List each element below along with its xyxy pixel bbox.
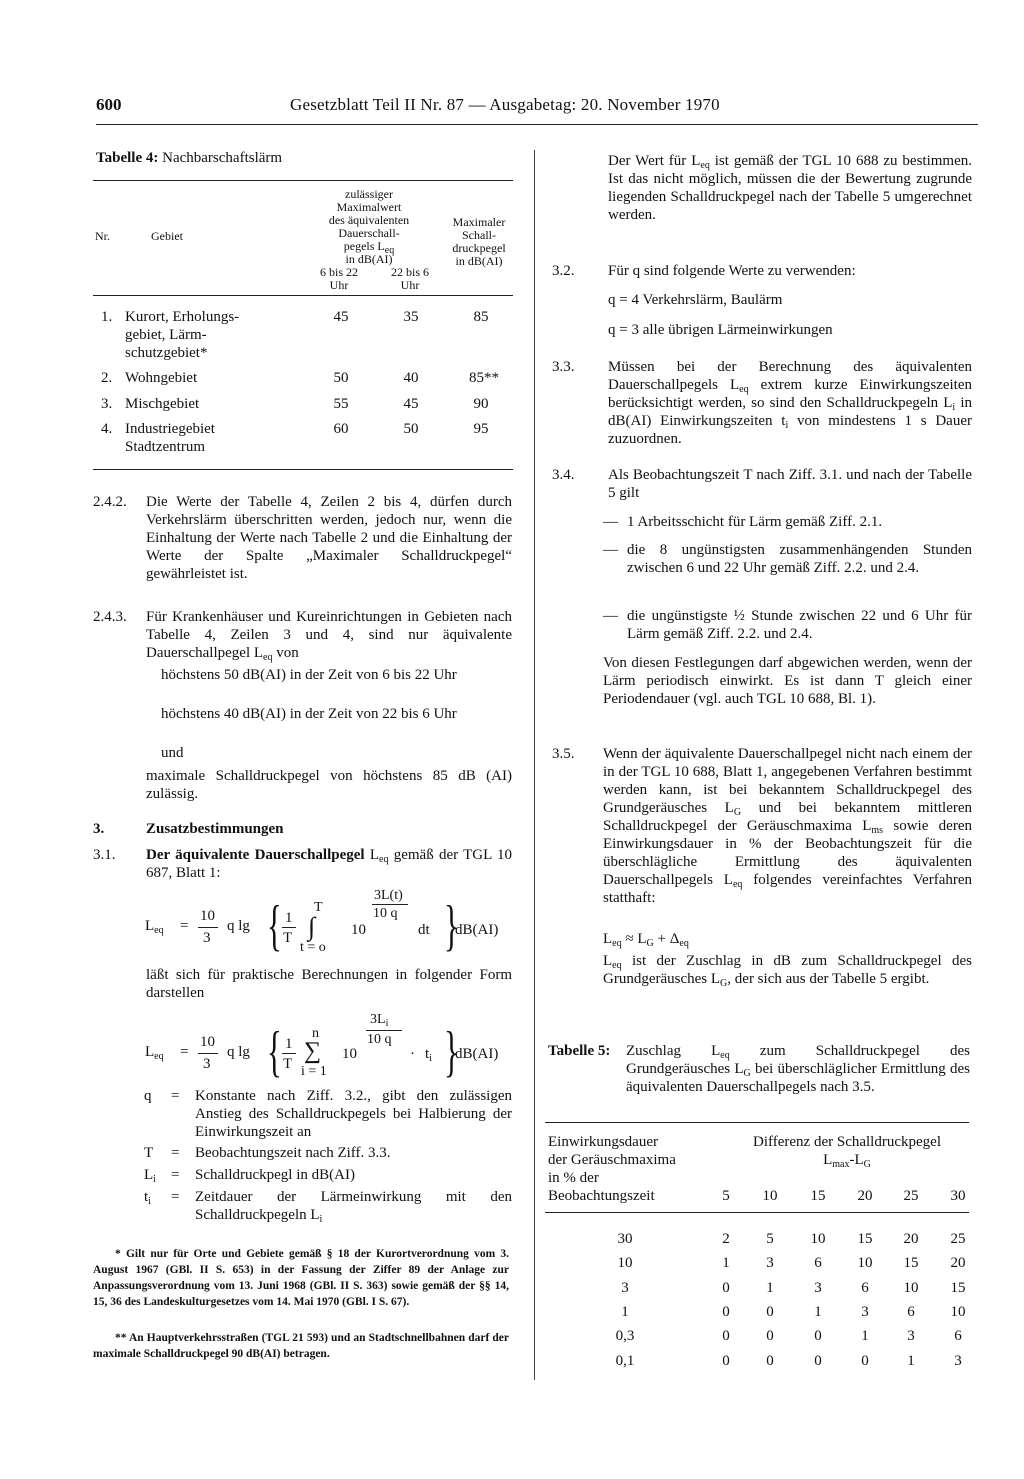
section-2-4-3-text: Für Krankenhäuser und Kureinrichtungen in Gebieten nach Tabelle 4, Zeilen 3 und 4, sind nur äquivalente Dauerschallpegel $L_{eq}$ von (146, 609, 512, 663)
table-cell-dauer: 30 (617, 1231, 633, 1247)
table-cell: 25 (950, 1231, 966, 1247)
table-cell-dauer: 10 (617, 1255, 633, 1271)
table-cell: 1 (814, 1304, 822, 1320)
limit-night: höchstens 40 dB(AI) in der Zeit von 22 bis 6 Uhr (161, 706, 457, 722)
column-divider (534, 150, 535, 1380)
table5-top-rule (545, 1122, 969, 1123)
table5-head-rule (545, 1212, 969, 1213)
table4-head-gebiet: Gebiet (151, 229, 183, 243)
table4-top-rule (93, 180, 513, 181)
section-3-title: Zusatzbestimmungen (146, 821, 284, 837)
section-number: 3.5. (552, 746, 575, 762)
table-cell: 3 (907, 1328, 915, 1344)
transition-text: läßt sich für praktische Berechnungen in folgender Form darstellen (146, 967, 512, 1001)
table-row (545, 1230, 972, 1248)
section-3-5-text: Wenn der äquivalente Dauerschallpegel nicht nach einem der in der TGL 10 688, Blatt 1, angegebenen Verfahren bestimmt werden kann, ist bei bekanntem Schalldruckpegel des Grundgeräusches $L_G$ und bei bekanntem mittleren Schalldruckpegel der Geräuschmaxima $L_{ms}$ sowie deren Einwirkungsdauer in % der Beobachtungszeit für die überschlägliche Ermittlung des äquivalenten Dauerschallpegels $L_{eq}$ folgendes vereinfachtes Verfahren statthaft: (603, 746, 973, 906)
table-cell: 5 (766, 1231, 774, 1247)
table-cell: 1 (907, 1353, 915, 1369)
limit-day: höchstens 50 dB(AI) in der Zeit von 6 bis 22 Uhr (161, 667, 457, 683)
section-number: 3. (93, 821, 105, 837)
table-cell: 20 (903, 1231, 919, 1247)
table4-header (93, 186, 513, 292)
q-value-2: q = 3 alle übrigen Lärmeinwirkungen (608, 322, 833, 338)
section-3-4-note: Von diesen Festlegungen darf abgewichen werden, wenn der Lärm periodisch einwirkt. Es ist dann T gleich einer Periodendauer (vgl. auch TGL 10 688, Bl. 1). (603, 655, 972, 707)
table-cell: 15 (857, 1231, 873, 1247)
table-cell: 1 (722, 1255, 730, 1271)
table4-bottom-rule (93, 469, 513, 470)
table4-head-max: Maximaler Schall- druckpegel in dB(AI) (452, 215, 506, 268)
table-cell: 10 (810, 1231, 826, 1247)
section-number: 3.1. (93, 847, 116, 863)
table5-head-left: Einwirkungsdauer der Geräuschmaxima in % der Beobachtungszeit (548, 1134, 676, 1204)
footnote-1: * Gilt nur für Orte und Gebiete gemäß § 18 der Kurortverordnung vom 3. August 1967 (GBl. II S. 653) in der Fassung der Ziffer 89 der Anlage zur Anpassungsverordnung vom 13. Juni 1968 (GBl. II S. 363) sowie gemäß der §§ 14, 15, 36 des Landeskulturgesetzes vom 14. Mai 1970 (GBl. I S. 67). (93, 1248, 509, 1308)
table-row (545, 1303, 972, 1321)
table4-head-day: 6 bis 22 Uhr (319, 265, 358, 292)
table-cell: 0 (722, 1304, 730, 1320)
table-cell: 15 (903, 1255, 919, 1271)
limit-max: maximale Schalldruckpegel von höchstens 85 dB (AI) zulässig. (146, 768, 512, 802)
table4-head-rule (93, 295, 513, 296)
table4-head-nr: Nr. (95, 229, 110, 243)
table-cell: 15 (950, 1280, 966, 1296)
section-3-5-conclusion: $L_{eq}$ ist der Zuschlag in dB zum Schalldruckpegel des Grundgeräusches $L_G$, der sich aus der Tabelle 5 ergibt. (603, 953, 972, 989)
table-cell: 1 (766, 1280, 774, 1296)
table-cell-dauer: 0,1 (615, 1353, 635, 1369)
footnote-2: ** An Hauptverkehrsstraßen (TGL 21 593) und an Stadtschnellbahnen darf der maximale Schalldruckpegel 90 dB(AI) betragen. (93, 1332, 509, 1360)
table-row (545, 1254, 972, 1272)
right-intro: Der Wert für $L_{eq}$ ist gemäß der TGL 10 688 zu bestimmen. Ist das nicht möglich, müssen die der Bewertung zugrunde liegenden Schalldruckpegel nach der Tabelle 5 umgerechnet werden. (608, 153, 972, 223)
section-3-4-text: Als Beobachtungszeit T nach Ziff. 3.1. und nach der Tabelle 5 gilt (608, 467, 972, 501)
header-rule (96, 124, 978, 125)
formula-integral: $L_{eq}$ = 10 3 q lg { 1 T T ∫ t = o 10 3L(t) 10 q dt } dB(AI) (145, 888, 499, 957)
section-number: 3.3. (552, 359, 575, 375)
table4-title: Tabelle 4: Nachbarschaftslärm (96, 150, 283, 166)
table-row (545, 1279, 972, 1297)
table-cell: 3 (954, 1353, 962, 1369)
table-cell: 0 (722, 1280, 730, 1296)
running-title: Gesetzblatt Teil II Nr. 87 — Ausgabetag: 20. November 1970 (290, 95, 720, 114)
table-cell: 20 (950, 1255, 966, 1271)
table-cell: 1 (861, 1328, 869, 1344)
table5-col-headers: 5 10 15 20 25 30 (722, 1188, 966, 1204)
table-cell: 2 (722, 1231, 730, 1247)
table4-head-night: 22 bis 6 Uhr (390, 265, 429, 292)
table-cell: 3 (766, 1255, 774, 1271)
and-word: und (161, 745, 184, 761)
table-cell: 0 (722, 1328, 730, 1344)
q-value-1: q = 4 Verkehrslärm, Baulärm (608, 292, 783, 308)
table-cell: 0 (722, 1353, 730, 1369)
section-number: 3.4. (552, 467, 575, 483)
table-cell-dauer: 1 (621, 1304, 629, 1320)
table-row (545, 1327, 972, 1345)
table-row (545, 1352, 972, 1370)
table5-title: Zuschlag $L_{eq}$ zum Schalldruckpegel des Grundgeräusches $L_G$ bei überschläglicher Ermittlung des äquivalenten Dauerschallpegels nach 3.5. (626, 1043, 970, 1095)
table-cell: 10 (950, 1304, 966, 1320)
table-cell: 0 (814, 1328, 822, 1344)
table-cell: 0 (766, 1304, 774, 1320)
section-number: 2.4.2. (93, 494, 127, 510)
approximation-formula: $L_{eq} \approx L_G + \Delta_{eq}$ (603, 931, 689, 949)
table-cell: 0 (861, 1353, 869, 1369)
table5-head-right: Differenz der Schalldruckpegel $L_{max}-L_G$ (753, 1134, 941, 1170)
table4-head-zulaessig: zulässiger Maximalwert des äquivalenten Dauerschall- pegels $L_{eq}$ in dB(AI) (328, 187, 410, 266)
section-3-2-text: Für q sind folgende Werte zu verwenden: (608, 263, 856, 279)
table-cell: 6 (907, 1304, 915, 1320)
table-cell: 0 (766, 1353, 774, 1369)
section-3-3-text: Müssen bei der Berechnung des äquivalenten Dauerschallpegels $L_{eq}$ extrem kurze Einwirkungszeiten berücksichtigt werden, so sind den Schalldruckpegeln $L_i$ in dB(AI) Einwirkungszeiten $t_i$ von mindestens 1 s Dauer zuzuordnen. (608, 359, 972, 447)
section-number: 3.2. (552, 263, 575, 279)
table-cell: 3 (814, 1280, 822, 1296)
table-cell: 10 (857, 1255, 873, 1271)
table-cell: 6 (814, 1255, 822, 1271)
table5-title-label: Tabelle 5: (548, 1043, 611, 1059)
table-cell-dauer: 0,3 (615, 1328, 635, 1344)
page-number: 600 (96, 95, 122, 114)
table-cell: 6 (861, 1280, 869, 1296)
table-cell: 6 (954, 1328, 962, 1344)
section-2-4-2-text: Die Werte der Tabelle 4, Zeilen 2 bis 4, dürfen durch Verkehrslärm überschritten werden, jedoch nur, wenn die Einhaltung der Werte nach Tabelle 2 und die Einhaltung der Werte der Spalte „Maximaler Schalldruckpegel“ gewährleistet ist. (146, 494, 512, 582)
table-cell: 10 (903, 1280, 919, 1296)
table-cell: 0 (814, 1353, 822, 1369)
table-cell-dauer: 3 (621, 1280, 629, 1296)
formula-sum: $L_{eq}$ = 10 3 q lg { 1 T n ∑ i = 1 10 $3L_i$ 10 q · $t_i$ } dB(AI) (145, 1012, 499, 1083)
table-cell: 3 (861, 1304, 869, 1320)
table-cell: 0 (766, 1328, 774, 1344)
section-number: 2.4.3. (93, 609, 127, 625)
table-row: 1. Kurort, Erholungs- gebiet, Lärm- schutzgebiet* 45 35 85 (101, 309, 489, 361)
section-3-1-text: Der äquivalente Dauerschallpegel $L_{eq}$ gemäß der TGL 10 687, Blatt 1: (146, 847, 512, 881)
